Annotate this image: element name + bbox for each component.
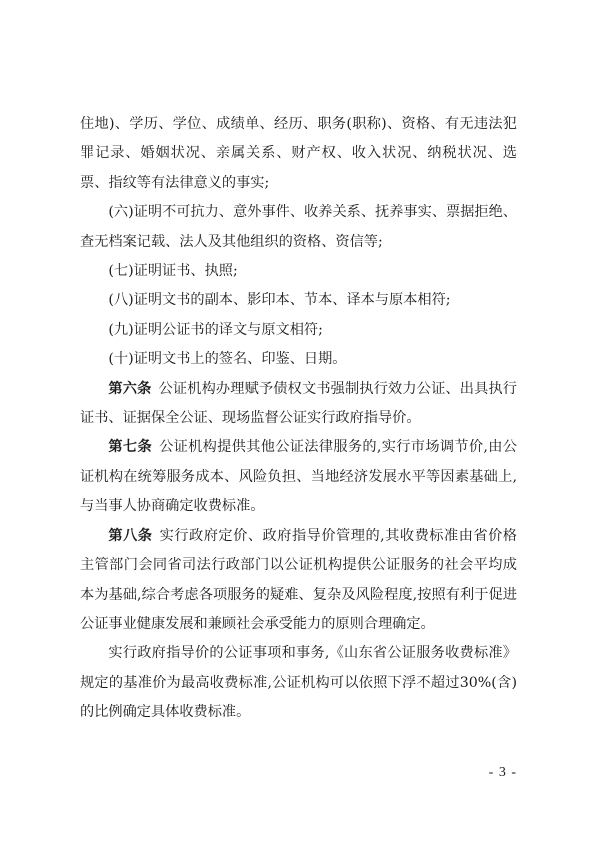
article-number: 第七条 bbox=[108, 439, 152, 456]
article-paragraph bbox=[80, 433, 517, 521]
paragraph bbox=[80, 257, 517, 286]
article-number: 第八条 bbox=[108, 527, 153, 544]
paragraph-text: (八)证明文书的副本、影印本、节本、译本与原本相符; bbox=[108, 292, 451, 309]
paragraph bbox=[80, 198, 517, 257]
article-paragraph bbox=[80, 375, 517, 434]
paragraph-text: (十)证明文书上的签名、印鉴、日期。 bbox=[108, 351, 347, 368]
page-number: - 3 - bbox=[488, 765, 517, 780]
paragraph bbox=[80, 110, 517, 198]
article-number: 第六条 bbox=[108, 380, 152, 397]
paragraph-text: 公证机构提供其他公证法律服务的,实行市场调节价,由公证机构在统筹服务成本、风险负担、当地经济发展水平等因素基础上,与当事人协商确定收费标准。 bbox=[80, 439, 517, 515]
paragraph-text: (七)证明证书、执照; bbox=[108, 263, 238, 280]
paragraph bbox=[80, 345, 517, 374]
paragraph bbox=[80, 316, 517, 345]
paragraph bbox=[80, 286, 517, 315]
article-paragraph bbox=[80, 522, 517, 640]
paragraph-text: 实行政府指导价的公证事项和事务,《山东省公证服务收费标准》规定的基准价为最高收费标准,公证机构可以依照下浮不超过30%(含)的比例确定具体收费标准。 bbox=[80, 645, 517, 721]
paragraph-text: 公证机构办理赋予债权文书强制执行效力公证、出具执行证书、证据保全公证、现场监督公证实行政府指导价。 bbox=[80, 380, 517, 427]
paragraph-text: (九)证明公证书的译文与原文相符; bbox=[108, 321, 323, 338]
paragraph-text: 实行政府定价、政府指导价管理的,其收费标准由省价格主管部门会同省司法行政部门以公证机构提供公证服务的社会平均成本为基础,综合考虑各项服务的疑难、复杂及风险程度,按照有利于促进公证事业健康发展和兼顾社会承受能力的原则合理确定。 bbox=[80, 527, 517, 632]
paragraph-text: (六)证明不可抗力、意外事件、收养关系、抚养事实、票据拒绝、查无档案记载、法人及其他组织的资格、资信等; bbox=[80, 204, 517, 250]
document-body bbox=[80, 110, 517, 728]
paragraph-text: 住地)、学历、学位、成绩单、经历、职务(职称)、资格、有无违法犯罪记录、婚姻状况、亲属关系、财产权、收入状况、纳税状况、选票、指纹等有法律意义的事实; bbox=[80, 116, 517, 191]
paragraph bbox=[80, 639, 517, 727]
